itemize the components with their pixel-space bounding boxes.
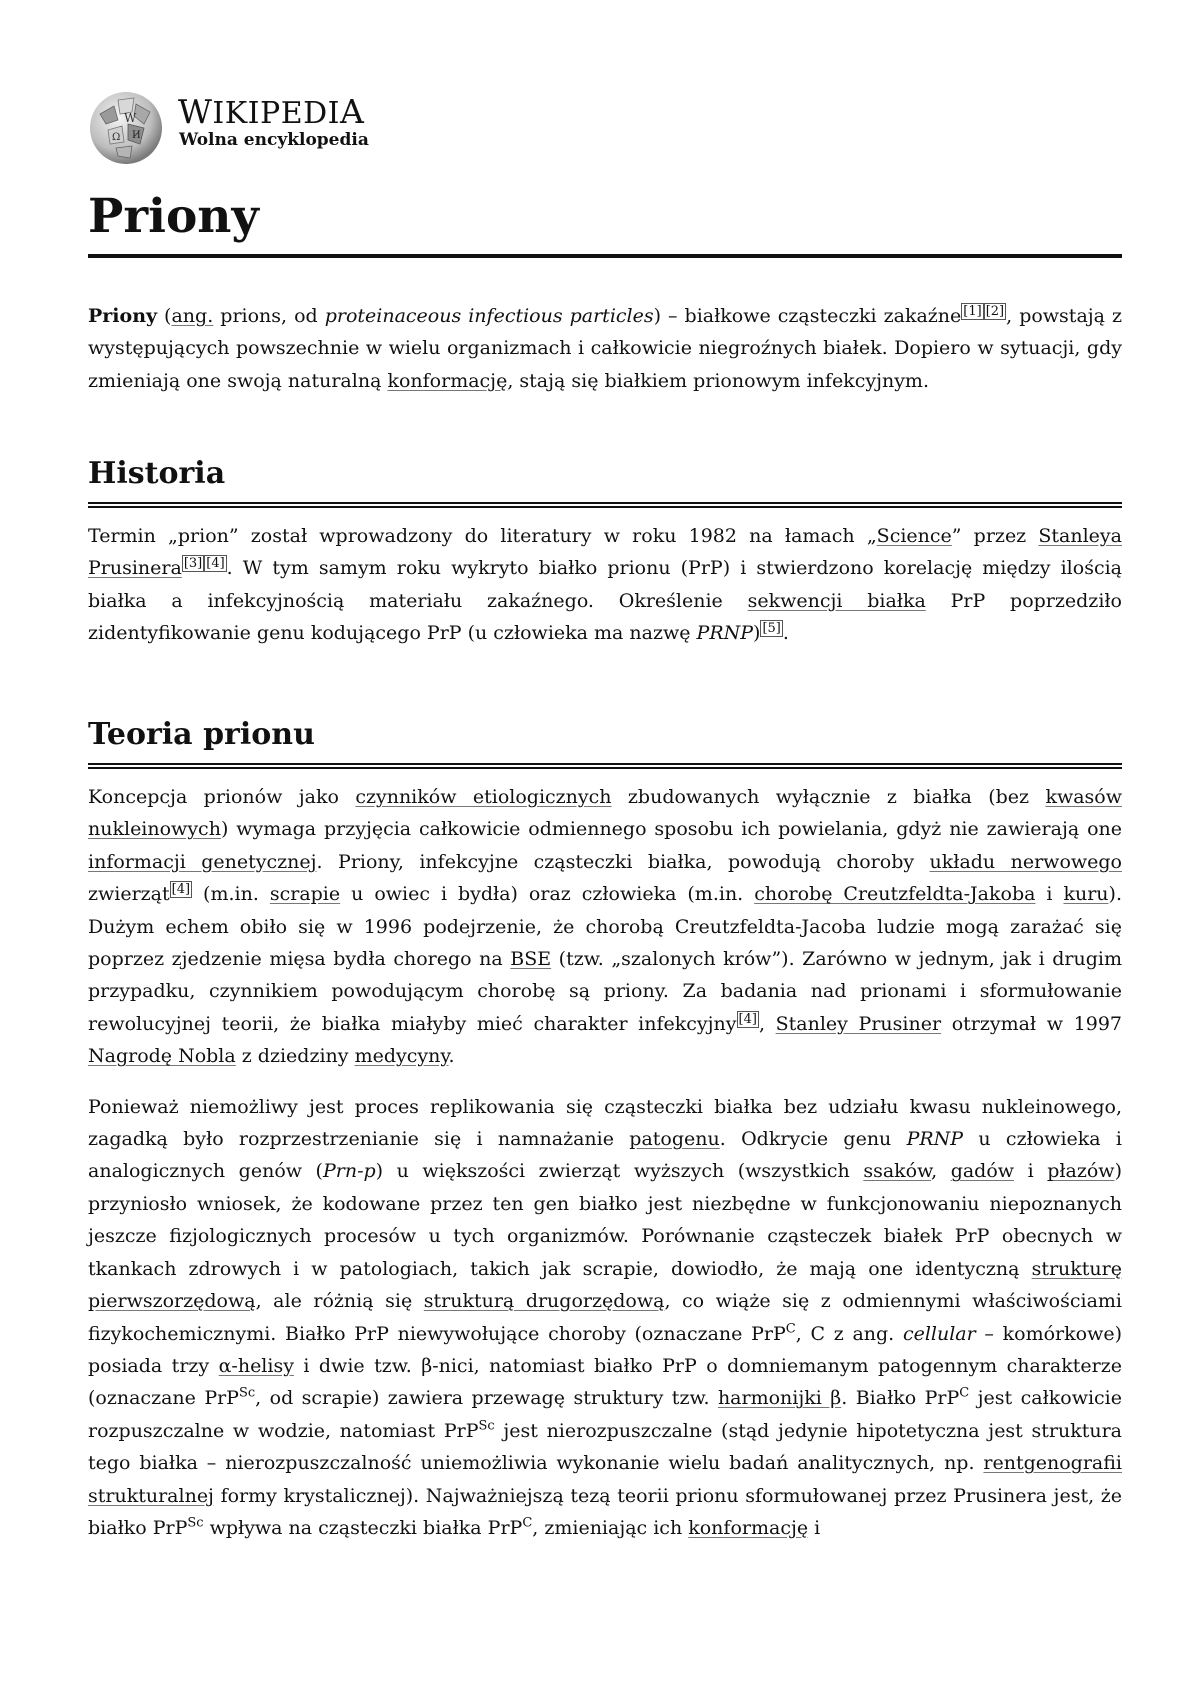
ref-1[interactable]: [1]: [963, 303, 982, 319]
svg-text:Ω: Ω: [112, 132, 121, 143]
link-scrapie[interactable]: scrapie: [269, 883, 341, 906]
term-bold: Priony: [88, 305, 158, 327]
sup-c: C: [522, 1515, 533, 1531]
link-kuru[interactable]: kuru: [1063, 883, 1109, 906]
link-bse[interactable]: BSE: [510, 948, 552, 971]
link-ang[interactable]: ang.: [171, 305, 214, 327]
ref-5[interactable]: [5]: [762, 620, 781, 636]
link-struktura-pierwszorzedowa[interactable]: strukturę pierwszorzędową: [88, 1257, 1122, 1313]
link-rentgenografii-strukturalnej[interactable]: rentgenografii strukturalnej: [88, 1452, 1122, 1507]
heading-teoria-prionu: Teoria prionu: [88, 717, 1122, 769]
link-ukladu-nerwowego[interactable]: układu nerwowego: [929, 850, 1122, 873]
section-teoria-prionu: [88, 717, 1122, 1544]
teoria-paragraph-2: Ponieważ niemożliwy jest proces replikowania się cząsteczki białka bez udziału kwasu nukleinowego, zagadką było rozprzestrzenianie się i namnażanie patogenu. Odkrycie genu PRNP u człowieka i analogicznych genów (Prn-p) u większości zwierząt wyższych (wszystkich ssaków, gadów i płazów) przyniosło wniosek, że kodowane przez ten gen białko jest niezbędne w funkcjonowaniu niepoznanych jeszcze fizjologicznych procesów u tych organizmów. Porównanie cząsteczek białek PrP obecnych w tkankach zdrowych i w patologiach, takich jak scrapie, dowiodło, że mają one identyczną strukturę pierwszorzędową, ale różnią się strukturą drugorzędową, co wiąże się z odmiennymi właściwościami fizykochemicznymi. Białko PrP niewywołujące choroby (oznaczane PrP$^C$, C z ang. cellular – komórkowe) posiada trzy α-helisy i dwie tzw. β-nici, natomiast białko PrP o domniemanym patogennym charakterze (oznaczane PrP$^{Sc}$, od scrapie) zawiera przewagę struktury tzw. harmonijki β. Białko PrP$^C$ jest całkowicie rozpuszczalne w wodzie, natomiast PrP$^{Sc}$ jest nierozpuszczalne (stąd jedynie hipotetyczna jest struktura tego białka – nierozpuszczalność uniemożliwia wykonanie wielu badań analitycznych, np. rentgenografii strukturalnej formy krystalicznej). Najważniejszą tezą teorii prionu sformułowanej przez Prusinera jest, że białko PrP$^{Sc}$ wpływa na cząsteczki białka PrP$^C$, zmieniając ich konformację i: [88, 1095, 1122, 1539]
sup-sc: Sc: [478, 1418, 495, 1434]
link-prusiner[interactable]: Stanleya Prusinera: [88, 525, 1122, 580]
wikipedia-wordmark: WIKIPEDIA: [178, 92, 365, 131]
intro-section: [88, 300, 1122, 397]
sup-sc: Sc: [187, 1515, 204, 1531]
link-sekwencji-bialka[interactable]: sekwencji białka: [747, 589, 926, 612]
sup-sc: Sc: [238, 1385, 256, 1401]
wikipedia-logo[interactable]: [88, 90, 388, 165]
ref-2[interactable]: [2]: [985, 303, 1005, 319]
sup-c: C: [959, 1385, 970, 1401]
historia-paragraph: Termin „prion” został wprowadzony do literatury w roku 1982 na łamach „Science” przez Stanleya Prusinera [3] [4] . W tym samym roku wykryto białko prionu (PrP) i stwierdzono korelację między ilością białka a infekcyjnością materiału zakaźnego. Określenie sekwencji białka PrP poprzedziło zidentyfikowanie genu kodującego PrP (u człowieka ma nazwę PRNP) [5] .: [88, 525, 1122, 645]
link-creutzfeldt-jakob[interactable]: chorobę Creutzfeldta-Jakoba: [754, 883, 1036, 906]
link-kwasow-nukleinowych[interactable]: kwasów nukleinowych: [88, 786, 1123, 841]
svg-text:И: И: [132, 130, 141, 141]
link-czynnikow-etiologicznych[interactable]: czynników etiologicznych: [355, 786, 612, 808]
ref-4a[interactable]: [4]: [171, 881, 191, 897]
section-historia: [88, 456, 1122, 650]
link-alfa-helisy[interactable]: α-helisy: [218, 1354, 294, 1377]
link-ssakow[interactable]: ssaków: [863, 1160, 932, 1183]
link-informacji-genetycznej[interactable]: informacji genetycznej: [88, 850, 317, 873]
page-title: Priony: [88, 190, 1122, 258]
link-konformacja[interactable]: konformację: [387, 369, 508, 392]
link-science[interactable]: Science: [876, 525, 952, 547]
ref-4b[interactable]: [4]: [738, 1011, 757, 1027]
svg-text:W: W: [124, 111, 137, 125]
link-harmonijki-beta[interactable]: harmonijki β: [717, 1387, 842, 1410]
link-stanley-prusiner[interactable]: Stanley Prusiner: [775, 1012, 942, 1035]
link-gadow[interactable]: gadów: [950, 1160, 1015, 1183]
link-nagroda-nobla[interactable]: Nagrodę Nobla: [88, 1045, 236, 1068]
link-plazow[interactable]: płazów: [1047, 1160, 1115, 1183]
ref-4[interactable]: [4]: [206, 556, 225, 572]
intro-paragraph: Priony (ang. prions, od proteinaceous infectious particles) – białkowe cząsteczki zakaźne [1] [2] , powstają z występujących powszechnie w wielu organizmach i całkowicie niegroźnych białek. Dopiero w sytuacji, gdy zmieniają one swoją naturalną konformację, stają się białkiem prionowym infekcyjnym.: [88, 303, 1123, 392]
sup-c: C: [785, 1321, 796, 1337]
link-patogenu[interactable]: patogenu: [629, 1128, 720, 1151]
link-medycyny[interactable]: medycyny: [354, 1045, 449, 1068]
heading-historia: Historia: [88, 456, 1122, 508]
wikipedia-tagline: Wolna encyklopedia: [179, 130, 369, 150]
ref-3[interactable]: [3]: [183, 556, 203, 572]
link-konformacje[interactable]: konformację: [688, 1516, 809, 1539]
wikipedia-globe-icon: [88, 90, 164, 166]
link-struktura-drugorzedowa[interactable]: strukturą drugorzędową: [423, 1290, 665, 1313]
teoria-paragraph-1: Koncepcja prionów jako czynników etiologicznych zbudowanych wyłącznie z białka (bez kwasów nukleinowych) wymaga przyjęcia całkowicie odmiennego sposobu ich powielania, gdyż nie zawierają one informacji genetycznej. Priony, infekcyjne cząsteczki białka, powodują choroby układu nerwowego zwierząt [4] (m.in. scrapie u owiec i bydła) oraz człowieka (m.in. chorobę Creutzfeldta-Jakoba i kuru). Dużym echem obiło się w 1996 podejrzenie, że chorobą Creutzfeldta-Jacoba ludzie mogą zarażać się poprzez zjedzenie mięsa bydła chorego na BSE (tzw. „szalonych krów”). Zarówno w jednym, jak i drugim przypadku, czynnikiem powodującym chorobę są priony. Za badania nad prionami i sformułowanie rewolucyjnej teorii, że białka miałyby mieć charakter infekcyjny [4] , Stanley Prusiner otrzymał w 1997 Nagrodę Nobla z dziedziny medycyny.: [88, 786, 1123, 1068]
